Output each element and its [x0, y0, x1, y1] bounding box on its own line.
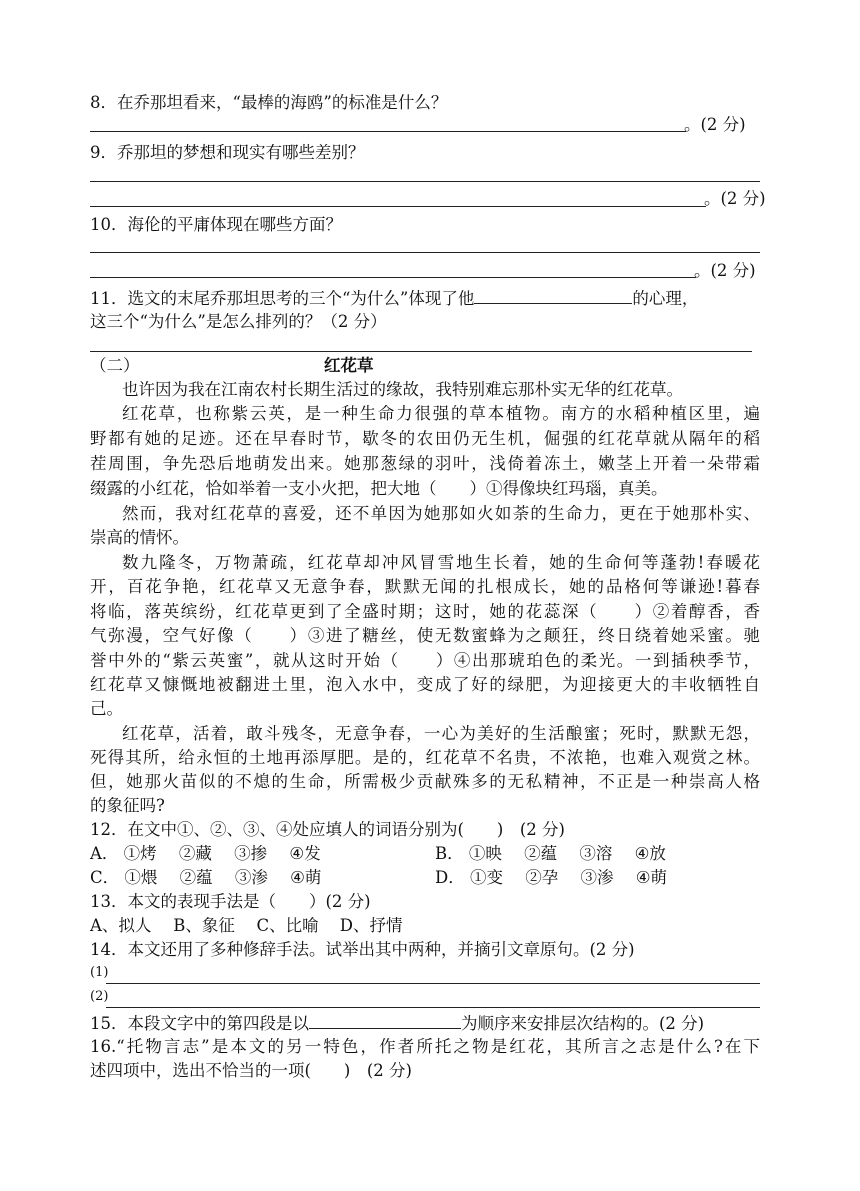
option-item: ②蕴 [524, 844, 558, 863]
question-15-text-b: 为顺序来安排层次结构的。(2 分) [461, 1014, 705, 1033]
option-label: C． [90, 868, 120, 887]
answer-line [90, 206, 706, 207]
passage-line: 但，她那火苗似的不熄的生命，所需极少贡献殊多的无私精神，不正是一种崇高人格 [90, 772, 760, 791]
question-11-line1 [90, 287, 698, 310]
answer-line [90, 131, 686, 132]
question-16-line2: 述四项中，选出不恰当的一项( ) (2 分) [90, 1061, 412, 1080]
option-item: ③掺 [234, 844, 268, 863]
question-14: 14．本文还用了多种修辞手法。试举出其中两种，并摘引文章原句。(2 分) [90, 940, 635, 959]
passage-line: 红花草，活着，敢斗残冬，无意争春，一心为美好的生活酿蜜；死时，默默无怨， [122, 724, 760, 743]
option-label: D． [435, 868, 465, 887]
question-15 [90, 1012, 704, 1035]
option-item: ④放 [634, 844, 666, 863]
answer-line [106, 983, 760, 984]
option-item: ①煨 [124, 868, 158, 887]
option-label: B． [435, 844, 464, 863]
passage-line: 数九隆冬，万物萧疏，红花草却冲风冒雪地生长着，她的生命何等蓬勃!春暖花 [122, 553, 760, 572]
answer-blank [309, 1012, 461, 1029]
option-item: A、拟人 [90, 916, 152, 935]
option-item: ③渗 [580, 868, 614, 887]
option-item: ②孕 [525, 868, 559, 887]
score-label: 。(2 分) [704, 189, 766, 208]
question-10: 10．海伦的平庸体现在哪些方面？ [90, 215, 342, 234]
passage-line: 然而，我对红花草的喜爱，还不单因为她那如火如荼的生命力，更在于她那朴实、 [122, 504, 760, 523]
option-item: ④萌 [290, 868, 322, 887]
answer-line [90, 277, 696, 278]
passage-line: 也许因为我在江南农村长期生活过的缘故，我特别难忘那朴实无华的红花草。 [122, 380, 683, 399]
question-11-text-a: 11．选文的末尾乔那坦思考的三个“为什么”体现了他 [90, 289, 475, 308]
answer-line [106, 1007, 760, 1008]
option-item: ④萌 [635, 868, 668, 887]
question-13: 13．本文的表现手法是（ ）(2 分) [90, 892, 371, 911]
passage-line: 气弥漫，空气好像（ ）③进了糖丝，使无数蜜蜂为之颠狂，终日绕着她采蜜。驰 [90, 626, 760, 645]
passage-line: 己。 [90, 699, 123, 718]
option-item: ①变 [469, 868, 503, 887]
score-label: 。(2 分) [684, 115, 746, 134]
passage-line: 开，百花争艳，红花草又无意争春，默默无闻的扎根成长，她的品格何等谦逊!暮春 [90, 577, 760, 596]
option-item: ③溶 [579, 844, 613, 863]
passage-line: 将临，落英缤纷，红花草更到了全盛时期；这时，她的花蕊深（ ）②着醇香，香 [90, 602, 760, 621]
option-item: ①映 [468, 844, 502, 863]
question-11-line2: 这三个“为什么”是怎么排列的？（2 分） [90, 312, 387, 331]
option-item: ②蕴 [179, 868, 213, 887]
option-item: ①烤 [123, 844, 157, 863]
option-item: ②藏 [178, 844, 212, 863]
answer-line [90, 181, 760, 182]
passage-line: 誉中外的“紫云英蜜”，就从这时开始（ ）④出那琥珀色的柔光。一到插秧季节， [90, 651, 760, 670]
section-label: （二） [90, 356, 140, 375]
passage-line: 缀露的小红花，恰如举着一支小火把，把大地（ ）①得像块红玛瑙，真美。 [90, 479, 668, 498]
answer-line [90, 351, 752, 352]
option-row [435, 843, 666, 865]
option-item: B、象征 [173, 916, 235, 935]
option-row [90, 915, 402, 937]
option-item: C、比喻 [256, 916, 319, 935]
passage-line: 茬周围，争先恐后地萌发出来。她那葱绿的羽叶，浅倚着冻土，嫩茎上开着一朵带霜 [90, 454, 760, 473]
passage-line: 崇高的情怀。 [90, 528, 189, 547]
option-row [90, 843, 321, 865]
option-item: D、抒情 [339, 916, 403, 935]
passage-title: 红花草 [324, 356, 374, 375]
question-16-line1: 16.“托物言志”是本文的另一特色，作者所托之物是红花，其所言之志是什么?在下 [90, 1037, 760, 1056]
score-label: 。(2 分) [694, 261, 756, 280]
blank-label: (2) [90, 989, 109, 1004]
option-item: ③渗 [234, 868, 268, 887]
question-8: 8．在乔那坦看来，“最棒的海鸥”的标准是什么？ [90, 93, 448, 112]
option-row [90, 867, 321, 889]
blank-label: (1) [90, 965, 109, 980]
passage-line: 的象征吗? [90, 796, 165, 815]
passage-line: 红花草又慷慨地被翻进土里，泡入水中，变成了好的绿肥，为迎接更大的丰收牺牲自 [90, 675, 760, 694]
answer-blank [474, 287, 632, 304]
passage-line: 野都有她的足迹。还在早春时节，歇冬的农田仍无生机，倔强的红花草就从隔年的稻 [90, 429, 760, 448]
answer-line [90, 252, 760, 253]
passage-line: 红花草，也称紫云英，是一种生命力很强的草本植物。南方的水稻种植区里，遍 [122, 404, 760, 423]
option-item: ④发 [289, 844, 321, 863]
question-15-text-a: 15．本段文字中的第四段是以 [90, 1014, 309, 1033]
passage-line: 死得其所，给永恒的土地再添厚肥。是的，红花草不名贵，不浓艳，也难入观赏之林。 [90, 748, 760, 767]
question-11-text-b: 的心理， [632, 289, 699, 308]
question-9: 9．乔那坦的梦想和现实有哪些差别？ [90, 143, 365, 162]
option-row [435, 867, 667, 889]
option-label: A． [90, 844, 119, 863]
question-12: 12．在文中①、②、③、④处应填人的词语分别为( ) (2 分) [90, 820, 565, 839]
